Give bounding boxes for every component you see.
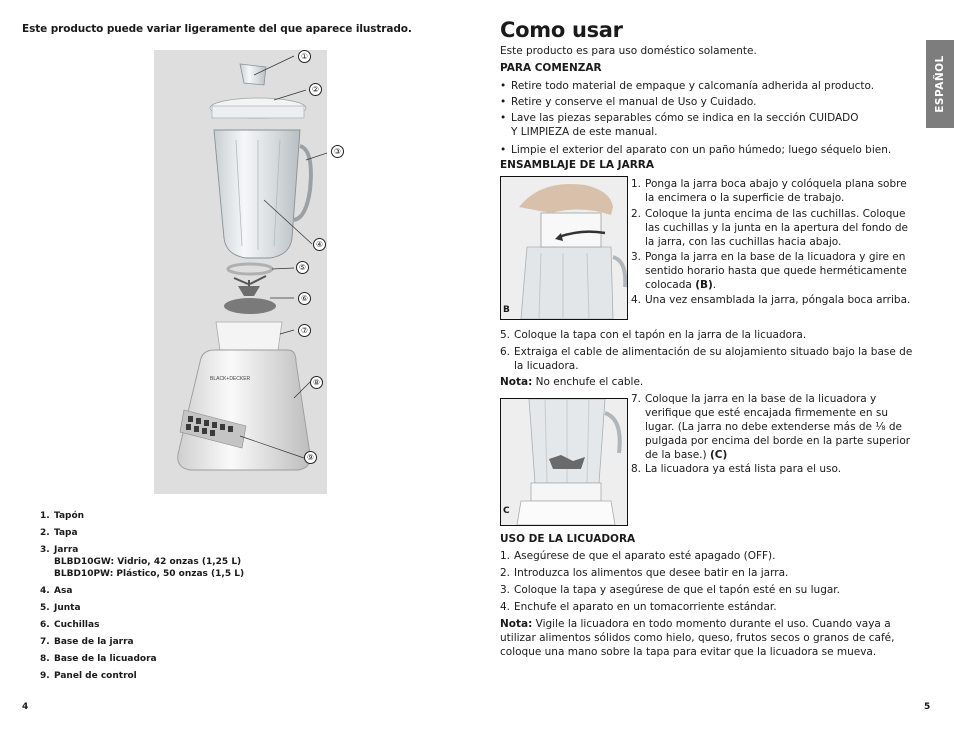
intro-text: Este producto es para uso doméstico solamente. <box>500 45 757 57</box>
callout-7: ⑦ <box>298 324 311 337</box>
assembly-step-3: 3. Ponga la jarra en la base de la licuadora y gire en sentido horario hasta que quede herméticamente colocada (B). <box>631 251 907 291</box>
note-cable: Nota: No enchufe el cable. <box>500 376 644 388</box>
assembly-step-1: 1. Ponga la jarra boca abajo y colóquela plana sobre la encimera o la superficie de trabajo. <box>631 178 907 204</box>
svg-text:BLACK+DECKER: BLACK+DECKER <box>210 376 251 382</box>
assembly-step-4: 4. Una vez ensamblada la jarra, póngala boca arriba. <box>631 294 911 306</box>
usage-step: 4. Enchufe el aparato en un tomacorriente estándar. <box>500 601 777 613</box>
bullet-item: • Lave las piezas separables cómo se indica en la sección CUIDADO Y LIMPIEZA de este manual. <box>500 112 859 138</box>
bullet-item: • Retire todo material de empaque y calcomanía adherida al producto. <box>500 80 875 92</box>
disclaimer-text: Este producto puede variar ligeramente del que aparece ilustrado. <box>22 23 412 35</box>
usage-step: 3. Coloque la tapa y asegúrese de que el tapón esté en su lugar. <box>500 584 840 596</box>
page-number-left: 4 <box>22 702 29 712</box>
callout-1: ① <box>298 50 311 63</box>
usage-step: 2. Introduzca los alimentos que desee batir en la jarra. <box>500 567 789 579</box>
parts-list-item: 3. Jarra BLBD10GW: Vidrio, 42 onzas (1,25 L) BLBD10PW: Plástico, 50 onzas (1,5 L) <box>40 545 245 579</box>
section-header-para-comenzar: PARA COMENZAR <box>500 62 602 74</box>
page-title: Como usar <box>500 18 623 42</box>
parts-list-item: 8. Base de la licuadora <box>40 654 157 664</box>
parts-list-item: 4. Asa <box>40 586 73 596</box>
note-usage: Nota: Vigile la licuadora en todo momento durante el uso. Cuando vaya a utilizar alimentos sólidos como hielo, queso, frutos secos o granos de café, coloque una mano sobre la tapa para evitar que la licuadora se mueva. <box>500 618 895 658</box>
assembly-step-2: 2. Coloque la junta encima de las cuchillas. Coloque las cuchillas y la junta en la apertura del fondo de la jarra, con las cuchillas hacia abajo. <box>631 208 908 248</box>
bullet-item: • Limpie el exterior del aparato con un paño húmedo; luego séquelo bien. <box>500 144 892 156</box>
usage-step: 1. Asegúrese de que el aparato esté apagado (OFF). <box>500 550 776 562</box>
callout-8: ⑧ <box>310 376 323 389</box>
section-header-uso: USO DE LA LICUADORA <box>500 533 636 545</box>
jar-twist-illustration <box>501 177 627 319</box>
page-number-right: 5 <box>924 702 931 712</box>
callout-3: ③ <box>331 145 344 158</box>
figure-b-label: B <box>503 305 510 315</box>
assembly-step-5: 5. Coloque la tapa con el tapón en la jarra de la licuadora. <box>500 329 807 341</box>
jar-on-base-illustration <box>501 399 627 525</box>
figure-c-label: C <box>503 506 510 516</box>
assembly-step-8: 8. La licuadora ya está lista para el uso. <box>631 463 842 475</box>
parts-list-item: 9. Panel de control <box>40 671 137 681</box>
figure-b-image <box>500 176 628 320</box>
assembly-step-6: 6. Extraiga el cable de alimentación de su alojamiento situado bajo la base de la licuadora. <box>500 346 913 372</box>
parts-list-item: 2. Tapa <box>40 528 78 538</box>
parts-list-item: 6. Cuchillas <box>40 620 100 630</box>
callout-4: ④ <box>313 238 326 251</box>
parts-list <box>40 510 300 687</box>
parts-list-item: 1. Tapón <box>40 511 85 521</box>
assembly-step-7: 7. Coloque la jarra en la base de la licuadora y verifique que esté encajada firmemente en su lugar. (La jarra no debe extenderse más de ¹⁄₈ de pulgada por encima del borde en la parte superior de la base.) (C) <box>631 393 911 461</box>
callout-9: ⑨ <box>304 451 317 464</box>
figure-c-image <box>500 398 628 526</box>
callout-6: ⑥ <box>298 292 311 305</box>
callout-5: ⑤ <box>296 261 309 274</box>
section-header-ensamblaje: ENSAMBLAJE DE LA JARRA <box>500 159 654 171</box>
parts-list-item: 5. Junta <box>40 603 81 613</box>
bullet-item: • Retire y conserve el manual de Uso y Cuidado. <box>500 96 757 108</box>
language-side-tab: ESPAÑOL <box>926 40 954 128</box>
callout-2: ② <box>309 83 322 96</box>
parts-list-item: 7. Base de la jarra <box>40 637 134 647</box>
